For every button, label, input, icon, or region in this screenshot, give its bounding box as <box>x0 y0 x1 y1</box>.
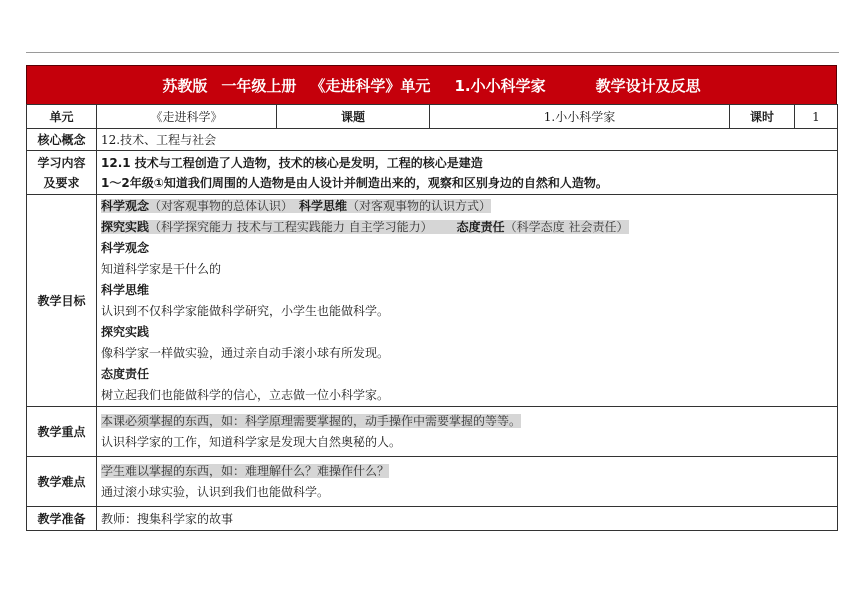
objective-heading-thinking: 科学思维 <box>101 283 150 297</box>
period-label: 课时 <box>730 105 795 129</box>
lesson-plan-table <box>26 104 838 531</box>
objective-heading-practice: 探究实践 <box>101 325 150 339</box>
objectives-row <box>27 195 838 407</box>
title-unit: 《走进科学》单元 <box>310 76 431 95</box>
summary-d-text: （科学态度 社会责任） <box>504 220 629 234</box>
objective-heading-attitude: 态度责任 <box>101 367 150 381</box>
difficulties-row <box>27 457 838 507</box>
requirements-label-line2: 及要求 <box>43 175 80 190</box>
title-publisher: 苏教版 <box>162 76 208 95</box>
key-points-content <box>97 407 838 457</box>
requirements-label-line1: 学习内容 <box>37 155 86 170</box>
preparation-text: 教师：搜集科学家的故事 <box>97 507 838 531</box>
topic-label: 课题 <box>277 105 430 129</box>
key-points-text: 认识科学家的工作，知道科学家是发现大自然奥秘的人。 <box>101 434 402 449</box>
objectives-label: 教学目标 <box>27 195 97 407</box>
summary-d <box>433 220 629 234</box>
requirements-line2: 1～2年级①知道我们周围的人造物是由人设计并制造出来的，观察和区别身边的自然和人造物。 <box>101 175 608 190</box>
objectives-summary-2 <box>101 217 833 238</box>
title-grade: 一年级上册 <box>221 76 297 95</box>
core-concept-row <box>27 129 838 151</box>
requirements-label <box>27 151 97 195</box>
preparation-label: 教学准备 <box>27 507 97 531</box>
requirements-row <box>27 151 838 195</box>
requirements-content <box>97 151 838 195</box>
key-points-hint-line <box>101 411 833 432</box>
difficulties-content <box>97 457 838 507</box>
difficulties-hint-line <box>101 461 833 482</box>
summary-b-text: （对客观事物的认识方式） <box>347 199 492 213</box>
requirements-line1: 12.1 技术与工程创造了人造物，技术的核心是发明，工程的核心是建造 <box>101 155 483 170</box>
document-title-bar <box>26 65 837 105</box>
preparation-row <box>27 507 838 531</box>
title-lesson: 1.小小科学家 <box>454 76 546 95</box>
summary-a-text: （对客观事物的总体认识） <box>149 199 294 213</box>
difficulties-hint: 学生难以掌握的东西，如：难理解什么？难操作什么？ <box>101 463 390 478</box>
difficulties-text: 通过滚小球实验，认识到我们也能做科学。 <box>101 484 330 499</box>
top-rule <box>26 52 839 53</box>
difficulties-label: 教学难点 <box>27 457 97 507</box>
objectives-summary-1 <box>101 196 833 217</box>
summary-d-heading: 态度责任 <box>456 220 505 234</box>
unit-value: 《走进科学》 <box>97 105 277 129</box>
summary-a-heading: 科学观念 <box>101 199 150 213</box>
summary-c-heading: 探究实践 <box>101 220 150 234</box>
summary-b-heading: 科学思维 <box>299 199 348 213</box>
core-concept-label: 核心概念 <box>27 129 97 151</box>
summary-c-text: （科学探究能力 技术与工程实践能力 自主学习能力） <box>149 220 433 234</box>
objectives-content <box>97 195 838 407</box>
key-points-label: 教学重点 <box>27 407 97 457</box>
summary-b <box>293 199 491 213</box>
objective-heading-concept: 科学观念 <box>101 241 150 255</box>
summary-c <box>101 220 433 234</box>
period-value: 1 <box>795 105 838 129</box>
title-doc-type: 教学设计及反思 <box>595 76 701 95</box>
core-concept-value: 12.技术、工程与社会 <box>97 129 838 151</box>
key-points-hint: 本课必须掌握的东西，如：科学原理需要掌握的，动手操作中需要掌握的等等。 <box>101 413 522 428</box>
objective-text-practice: 像科学家一样做实验，通过亲自动手滚小球有所发现。 <box>101 346 390 360</box>
summary-a <box>101 199 293 213</box>
objective-text-concept: 知道科学家是干什么的 <box>101 262 222 276</box>
key-points-row <box>27 407 838 457</box>
info-row <box>27 105 838 129</box>
objective-text-thinking: 认识到不仅科学家能做科学研究，小学生也能做科学。 <box>101 304 390 318</box>
objective-text-attitude: 树立起我们也能做科学的信心，立志做一位小科学家。 <box>101 388 390 402</box>
unit-label: 单元 <box>27 105 97 129</box>
topic-value: 1.小小科学家 <box>430 105 730 129</box>
